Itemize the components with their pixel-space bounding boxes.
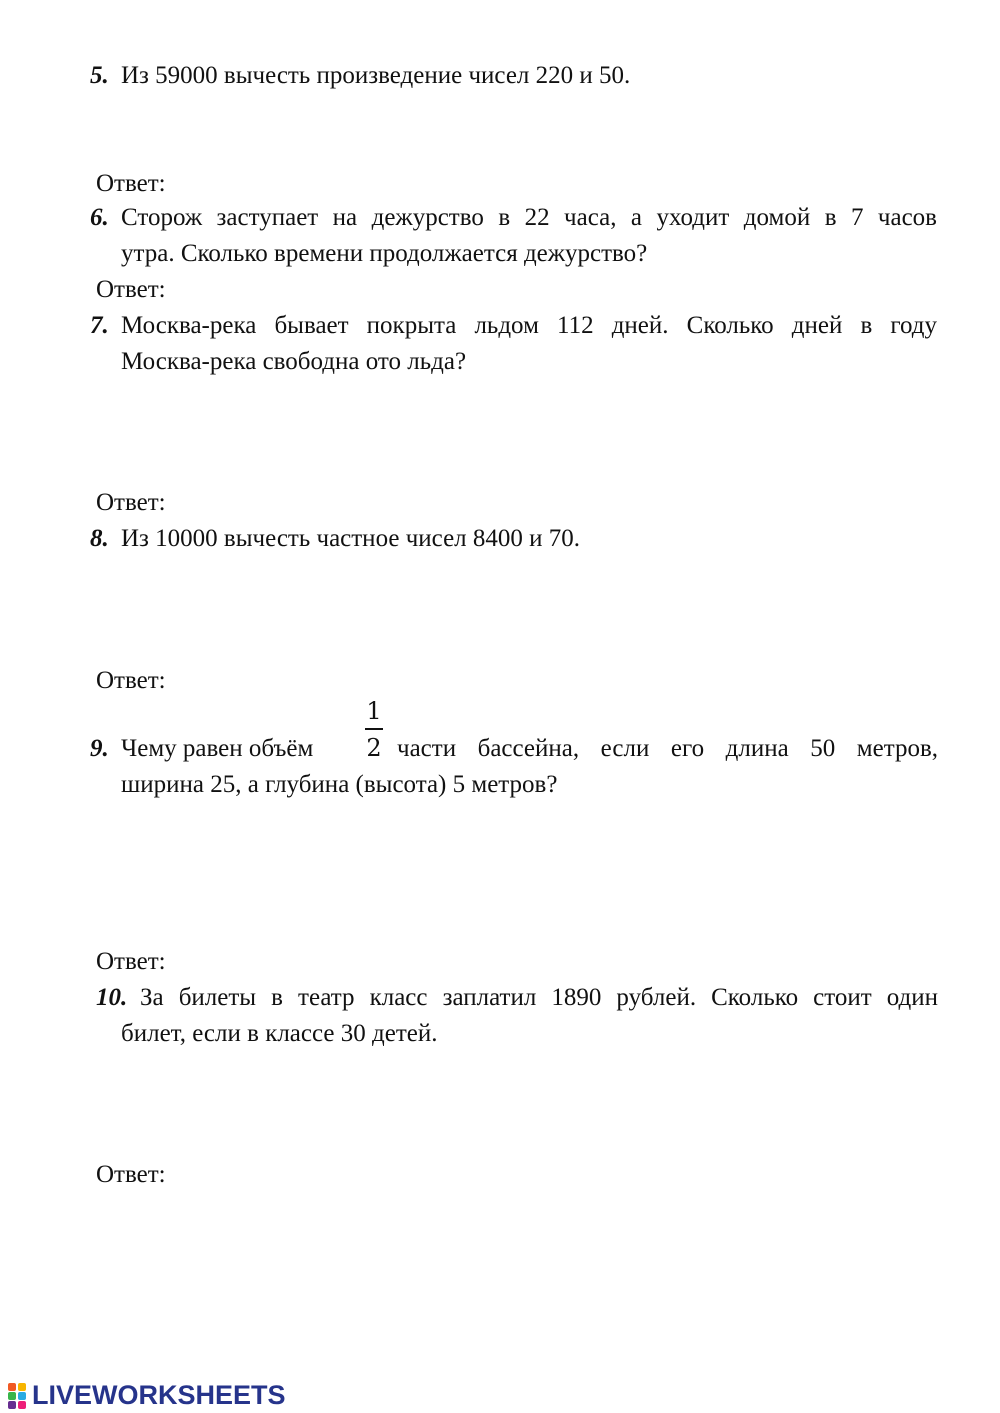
logo-blocks-icon bbox=[8, 1383, 30, 1409]
answer-label: Ответ: bbox=[96, 1161, 166, 1188]
fraction-numerator: 1 bbox=[366, 697, 382, 725]
logo-text: LIVEWORKSHEETS bbox=[32, 1380, 286, 1410]
liveworksheets-logo[interactable] bbox=[8, 1380, 286, 1411]
logo-block bbox=[18, 1383, 26, 1391]
problem-text: Сторож заступает на дежурство в 22 часа, а уходит домой в 7 часов bbox=[121, 204, 937, 231]
problem-9 bbox=[90, 731, 109, 767]
answer-label: Ответ: bbox=[96, 489, 166, 516]
answer-label: Ответ: bbox=[96, 948, 166, 975]
problem-10 bbox=[96, 980, 127, 1016]
problem-text: Москва-река бывает покрыта льдом 112 дней. Сколько дней в году bbox=[121, 312, 937, 339]
problem-text: ширина 25, а глубина (высота) 5 метров? bbox=[121, 771, 558, 798]
problem-number: 10. bbox=[96, 984, 128, 1011]
problem-text: Чему равен объём bbox=[121, 735, 314, 762]
problem-text: Москва-река свободна ото льда? bbox=[121, 348, 467, 375]
logo-block bbox=[8, 1383, 16, 1391]
problem-number: 5. bbox=[90, 62, 109, 89]
problem-text: билет, если в классе 30 детей. bbox=[121, 1020, 438, 1047]
answer-label: Ответ: bbox=[96, 170, 166, 197]
answer-label: Ответ: bbox=[96, 667, 166, 694]
problem-text: За билеты в театр класс заплатил 1890 рублей. Сколько стоит один bbox=[140, 984, 938, 1011]
problem-number: 8. bbox=[90, 525, 109, 552]
logo-block bbox=[18, 1401, 26, 1409]
problem-text: Из 10000 вычесть частное чисел 8400 и 70. bbox=[121, 525, 581, 552]
answer-label: Ответ: bbox=[96, 276, 166, 303]
problem-text: Из 59000 вычесть произведение чисел 220 и 50. bbox=[121, 62, 631, 89]
fraction-bar bbox=[365, 728, 383, 730]
logo-block bbox=[18, 1392, 26, 1400]
problem-text: части бассейна, если его длина 50 метров, bbox=[397, 735, 938, 762]
problem-number: 7. bbox=[90, 312, 109, 339]
logo-block bbox=[8, 1401, 16, 1409]
fraction-denominator: 2 bbox=[366, 734, 382, 762]
problem-6 bbox=[90, 200, 109, 236]
problem-text: утра. Сколько времени продолжается дежурство? bbox=[121, 240, 648, 267]
problem-7 bbox=[90, 308, 109, 344]
problem-8 bbox=[90, 521, 580, 557]
problem-5 bbox=[90, 58, 630, 94]
logo-block bbox=[8, 1392, 16, 1400]
problem-number: 6. bbox=[90, 204, 109, 231]
problem-number: 9. bbox=[90, 735, 109, 762]
